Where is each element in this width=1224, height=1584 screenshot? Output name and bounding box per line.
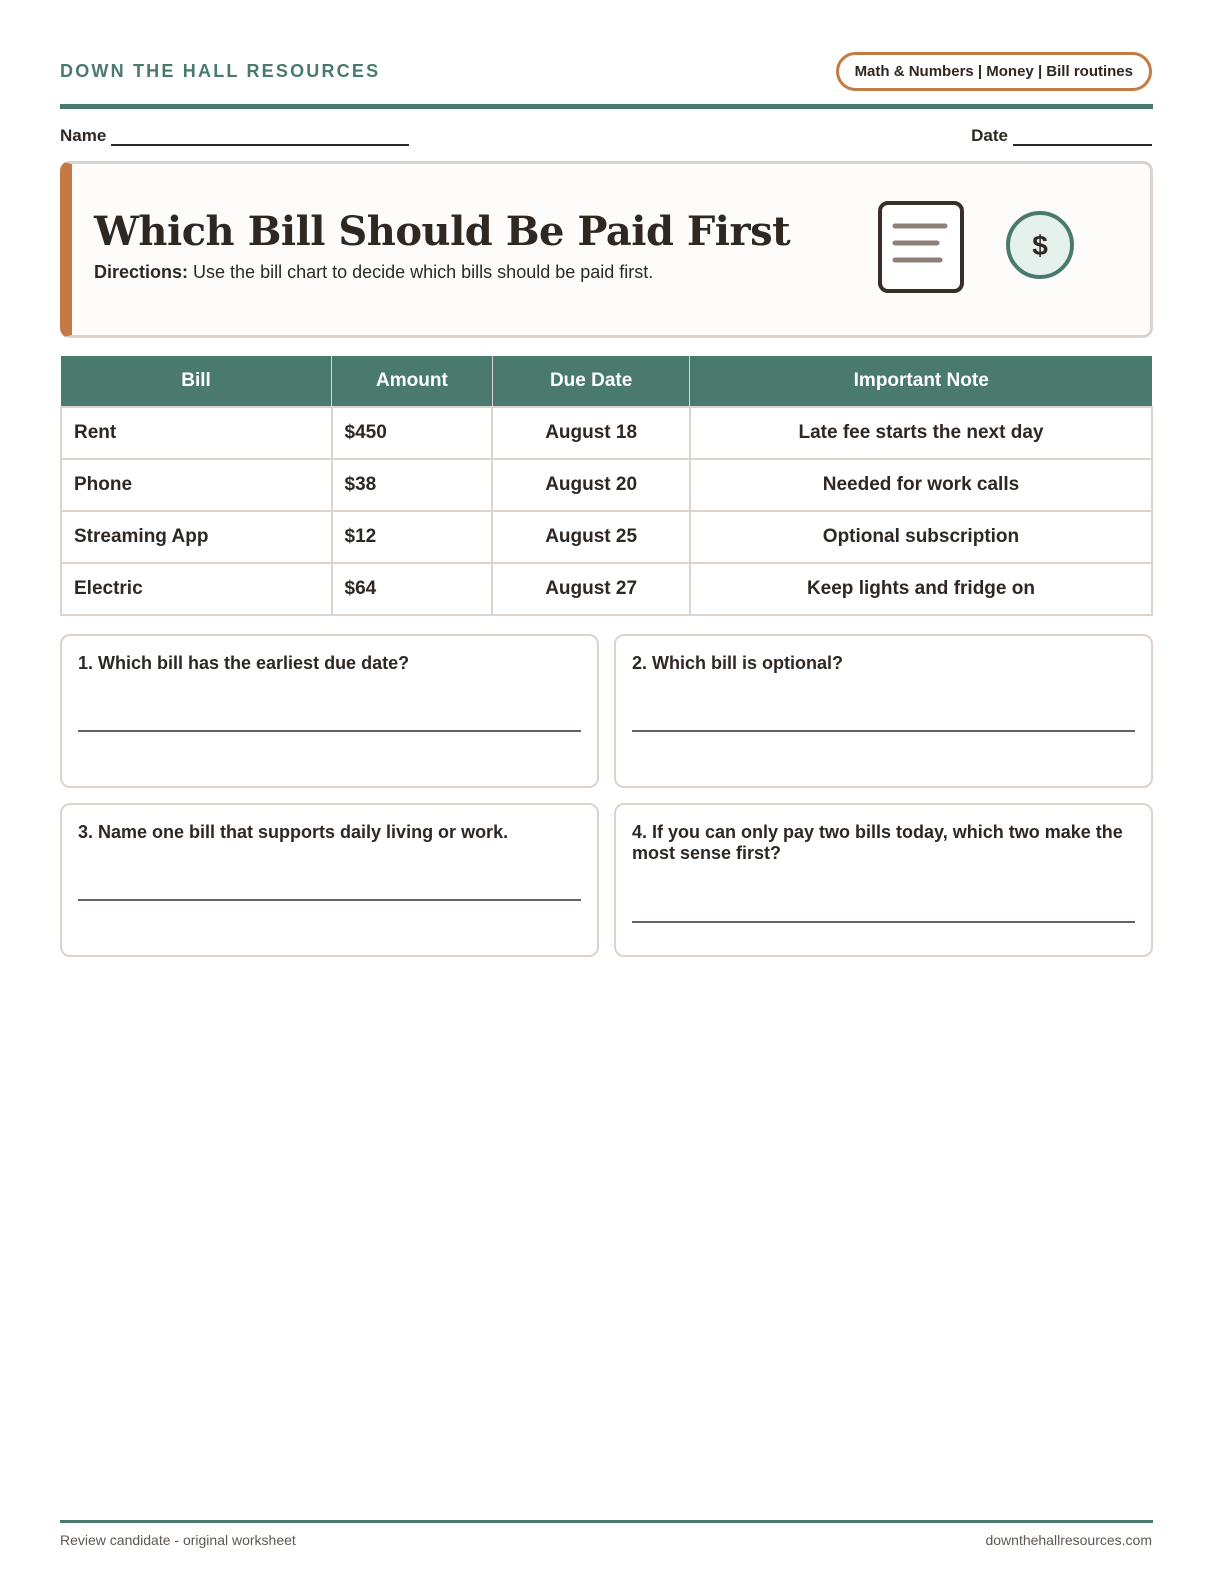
answer-line-1[interactable] xyxy=(78,730,581,732)
amount-cell: $38 xyxy=(332,459,493,511)
name-field xyxy=(60,126,409,146)
directions-label: Directions: xyxy=(94,262,189,282)
question-4-text: 4. If you can only pay two bills today, which two make the most sense first? xyxy=(632,822,1123,863)
answer-line-2[interactable] xyxy=(632,730,1135,732)
footer-website: downthehallresources.com xyxy=(985,1532,1152,1548)
due-date-cell: August 25 xyxy=(492,511,690,563)
question-1-text: 1. Which bill has the earliest due date? xyxy=(78,653,410,673)
amount-cell: $64 xyxy=(332,563,493,615)
name-blank[interactable] xyxy=(111,128,409,146)
coin-symbol: $ xyxy=(1032,230,1048,261)
question-3-text: 3. Name one bill that supports daily living or work. xyxy=(78,822,509,842)
footer-note: Review candidate - original worksheet xyxy=(60,1532,296,1548)
amount-cell: $12 xyxy=(332,511,493,563)
table-row xyxy=(61,563,1152,615)
due-date-cell: August 27 xyxy=(492,563,690,615)
directions-text: Use the bill chart to decide which bills should be paid first. xyxy=(188,262,654,282)
question-2-text: 2. Which bill is optional? xyxy=(632,653,843,673)
top-divider xyxy=(60,104,1153,109)
answer-line-3[interactable] xyxy=(78,899,581,901)
table-row xyxy=(61,511,1152,563)
subject-tag: Math & Numbers | Money | Bill routines xyxy=(836,52,1152,91)
header-important-note: Important Note xyxy=(690,356,1152,407)
date-field xyxy=(971,126,1152,146)
bill-table xyxy=(60,356,1153,616)
name-label: Name xyxy=(60,126,107,145)
title-card xyxy=(60,161,1153,338)
due-date-cell: August 18 xyxy=(492,407,690,459)
document-icon xyxy=(877,200,965,294)
bill-cell: Streaming App xyxy=(61,511,332,563)
brand-name: DOWN THE HALL RESOURCES xyxy=(60,61,381,81)
table-row xyxy=(61,407,1152,459)
note-cell: Needed for work calls xyxy=(690,459,1152,511)
answer-line-4[interactable] xyxy=(632,921,1135,923)
table-row xyxy=(61,459,1152,511)
bottom-divider xyxy=(60,1520,1153,1523)
question-card-2 xyxy=(614,634,1153,788)
header-amount: Amount xyxy=(332,356,493,407)
bill-cell: Electric xyxy=(61,563,332,615)
note-cell: Keep lights and fridge on xyxy=(690,563,1152,615)
question-card-1 xyxy=(60,634,599,788)
directions xyxy=(94,262,653,283)
question-card-3 xyxy=(60,803,599,957)
dollar-coin-icon xyxy=(1004,209,1076,281)
question-card-4 xyxy=(614,803,1153,957)
note-cell: Optional subscription xyxy=(690,511,1152,563)
date-blank[interactable] xyxy=(1013,128,1152,146)
worksheet-title: Which Bill Should Be Paid First xyxy=(94,208,791,255)
table-header-row xyxy=(61,356,1152,407)
amount-cell: $450 xyxy=(332,407,493,459)
due-date-cell: August 20 xyxy=(492,459,690,511)
note-cell: Late fee starts the next day xyxy=(690,407,1152,459)
bill-cell: Rent xyxy=(61,407,332,459)
date-label: Date xyxy=(971,126,1008,145)
header-due-date: Due Date xyxy=(492,356,690,407)
header-bill: Bill xyxy=(61,356,332,407)
bill-cell: Phone xyxy=(61,459,332,511)
